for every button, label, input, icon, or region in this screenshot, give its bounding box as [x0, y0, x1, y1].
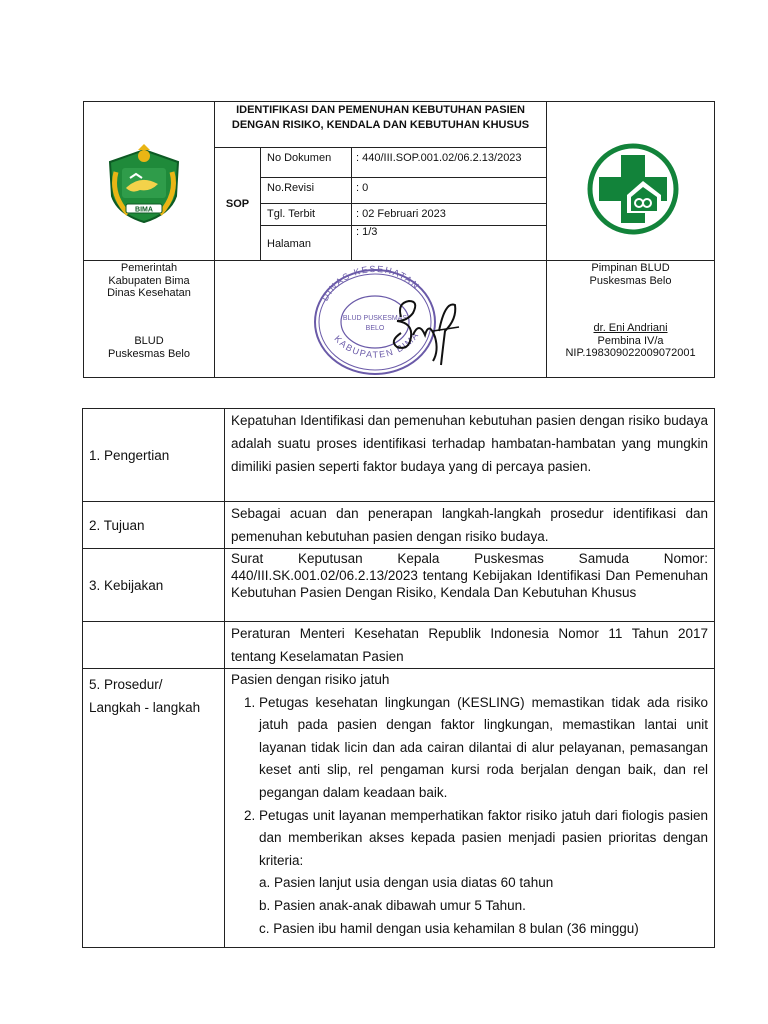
stamp-center-line-1: BLUD PUSKESMAS: [342, 315, 408, 322]
section-text-pengertian: Kepatuhan Identifikasi dan pemenuhan kebutuhan pasien dengan risiko budaya adalah suatu proses identifikasi terhadap hambatan-hambatan yang mungkin dimiliki pasien seperti faktor budaya yang di percaya pasien.: [225, 409, 715, 502]
org-unit-line-1: BLUD: [134, 335, 164, 347]
header-table: [83, 101, 715, 378]
section-label-tujuan: 2. Tujuan: [83, 502, 225, 549]
criteria-list: [259, 872, 708, 940]
meta-key-tgl-terbit: Tgl. Terbit: [261, 204, 352, 226]
org-line-2: Kabupaten Bima: [108, 274, 190, 287]
section-text-referensi: Peraturan Menteri Kesehatan Republik Indonesia Nomor 11 Tahun 2017 tentang Keselamatan Pasien: [225, 622, 715, 669]
document-title: IDENTIFIKASI DAN PEMENUHAN KEBUTUHAN PASIEN DENGAN RISIKO, KENDALA DAN KEBUTUHAN KHUSUS: [215, 102, 547, 148]
section-label-pengertian: 1. Pengertian: [83, 409, 225, 502]
org-unit-line-2: Puskesmas Belo: [108, 347, 190, 360]
head-title-line-1: Pimpinan BLUD: [591, 262, 670, 274]
meta-value-no-dokumen: : 440/III.SOP.001.02/06.2.13/2023: [352, 148, 547, 178]
org-line-1: Pemerintah: [120, 262, 178, 274]
signature-icon: [383, 291, 463, 371]
health-logo-cell: [547, 102, 715, 261]
regional-emblem-cell: [84, 102, 215, 261]
meta-key-no-revisi: No.Revisi: [261, 178, 352, 204]
meta-value-no-revisi: : 0: [352, 178, 547, 204]
stamp-signature-cell: [215, 261, 547, 378]
section-text-tujuan: Sebagai acuan dan penerapan langkah-langkah prosedur identifikasi dan pemenuhan kebutuhan pasien dengan risiko budaya.: [225, 502, 715, 549]
meta-value-tgl-terbit: : 02 Februari 2023: [352, 204, 547, 226]
organization-cell: [84, 261, 215, 378]
head-of-unit-cell: [547, 261, 715, 378]
criteria-item: c. Pasien ibu hamil dengan usia kehamilan 8 bulan (36 minggu): [259, 920, 639, 936]
section-text-kebijakan: Surat Keputusan Kepala Puskesmas Samuda Nomor: 440/III.SK.001.02/06.2.13/2023 tentang Kebijakan Identifikasi Dan Pemenuhan Kebutuhan Pasien Dengan Risiko, Kendala Dan Kebutuhan Khusus: [225, 549, 715, 622]
health-cross-logo-icon: [587, 143, 679, 235]
stamp-center-line-2: BELO: [365, 325, 385, 332]
section-label-kebijakan: 3. Kebijakan: [83, 549, 225, 622]
stamp-top-text: DINAS KESEHATAN: [319, 264, 422, 303]
meta-key-halaman: Halaman: [261, 226, 352, 261]
meta-key-no-dokumen: No Dokumen: [261, 148, 352, 178]
prosedur-step-text: Petugas unit layanan memperhatikan faktor risiko jatuh dari fiologis pasien dan memberikan akses kepada pasien menjadi pasien prioritas dengan kriteria:: [259, 807, 708, 868]
head-name: dr. Eni Andriani: [593, 322, 668, 334]
stamp-bottom-text: KABUPATEN BIMA: [332, 329, 421, 360]
prosedur-step: [259, 805, 708, 941]
prosedur-intro: Pasien dengan risiko jatuh: [231, 672, 390, 687]
head-title-line-2: Puskesmas Belo: [589, 274, 672, 287]
section-label-prosedur: [83, 669, 225, 948]
section-label-prosedur-line-2: Langkah - langkah: [89, 700, 201, 715]
head-rank: Pembina IV/a: [597, 334, 664, 347]
section-label-referensi: [83, 622, 225, 669]
criteria-item: a. Pasien lanjut usia dengan usia diatas 60 tahun: [259, 875, 554, 891]
criteria-item: b. Pasien anak-anak dibawah umur 5 Tahun.: [259, 897, 526, 913]
meta-value-halaman: : 1/3: [352, 226, 547, 261]
section-content-prosedur: [225, 669, 715, 948]
section-label-prosedur-line-1: 5. Prosedur/: [89, 677, 163, 692]
head-nip: NIP.198309022009072001: [565, 347, 696, 359]
regional-emblem-text: BIMA: [135, 206, 153, 214]
sop-label: SOP: [215, 148, 261, 261]
prosedur-steps-list: [231, 692, 708, 941]
org-line-3: Dinas Kesehatan: [107, 287, 191, 299]
sop-content-table: [82, 408, 715, 948]
prosedur-step: 1. Petugas kesehatan lingkungan (KESLING) memastikan tidak ada risiko jatuh pada pasien dengan faktor lingkungan, memastikan lantai unit layanan tidak licin dan ada cairan dilantai di alur pelayanan, pemasangan keset anti slip, rel pengaman kursi roda berjalan dengan baik, dan rel pegangan dalam keadaan baik.: [259, 692, 708, 805]
regional-emblem-icon: [100, 144, 188, 226]
